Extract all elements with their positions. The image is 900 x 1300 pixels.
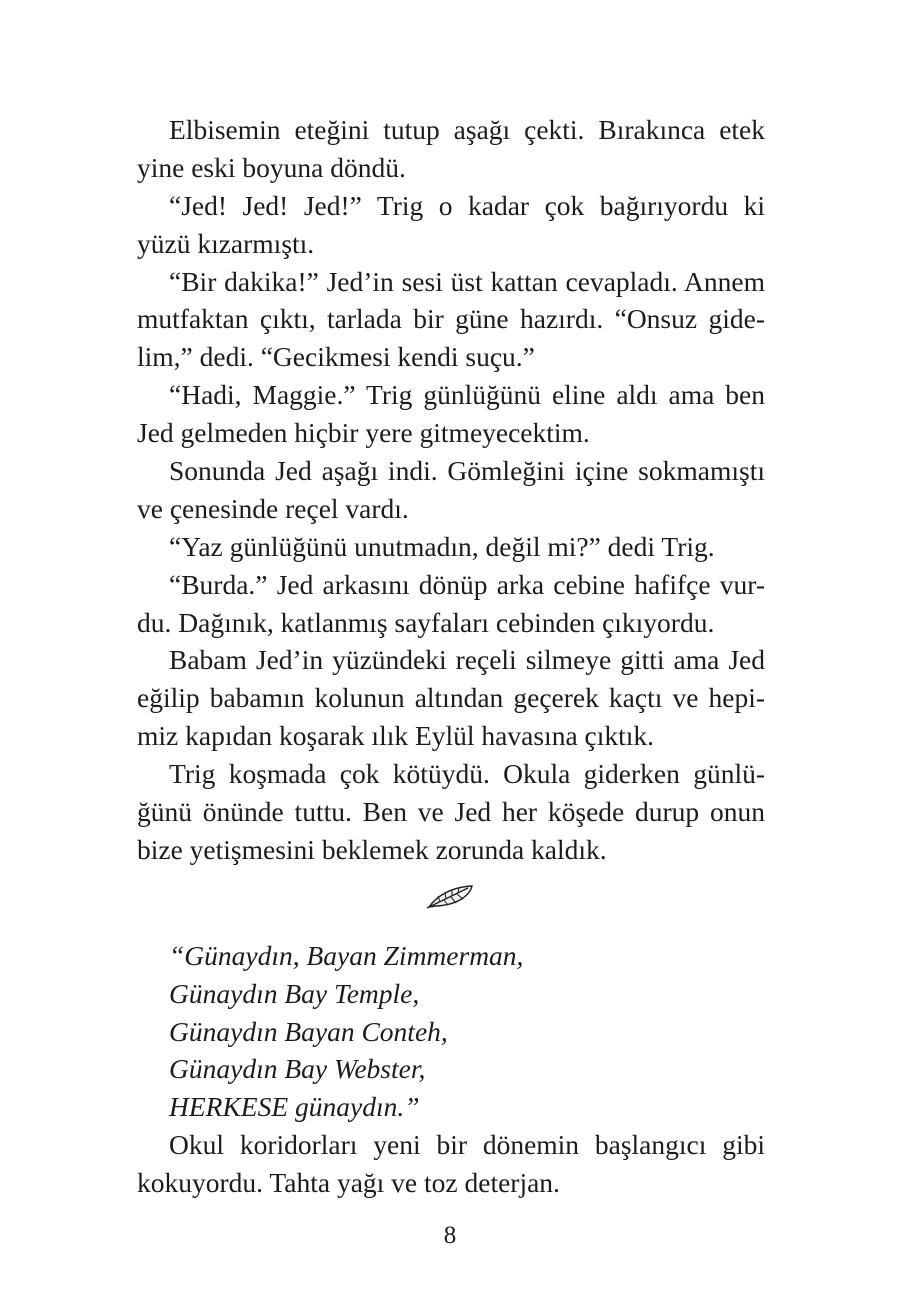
text-line: “Bir dakika!” Jed’in sesi üst kattan cevapladı. Annem bbox=[169, 265, 765, 297]
text-line: “Yaz günlüğünü unutmadın, değil mi?” dedi Trig. bbox=[169, 530, 715, 562]
text-line: miz kapıdan koşarak ılık Eylül havasına çıktık. bbox=[137, 720, 655, 752]
verse-line: “Günaydın, Bayan Zimmerman, bbox=[169, 939, 524, 971]
verse-line: Günaydın Bay Temple, bbox=[169, 977, 420, 1009]
text-line: Babam Jed’in yüzündeki reçeli silmeye gitti ama Jed bbox=[169, 644, 765, 676]
text-line: Elbisemin eteğini tutup aşağı çekti. Bırakınca etek bbox=[169, 114, 765, 145]
text-line: “Hadi, Maggie.” Trig günlüğünü eline aldı ama ben bbox=[169, 379, 765, 411]
verse-line: HERKESE günaydın.” bbox=[169, 1091, 420, 1123]
text-line: Sonunda Jed aşağı indi. Gömleğini içine sokmamıştı bbox=[169, 455, 765, 487]
text-line: bize yetişmesini beklemek zorunda kaldık. bbox=[137, 833, 607, 865]
text-line: mutfaktan çıktı, tarlada bir güne hazırdı. “Onsuz gide- bbox=[137, 303, 765, 335]
text-line: ve çenesinde reçel vardı. bbox=[137, 492, 409, 524]
text-line: Jed gelmeden hiçbir yere gitmeyecektim. bbox=[137, 417, 590, 449]
section-divider bbox=[137, 869, 765, 937]
verse-line: Günaydın Bay Webster, bbox=[169, 1053, 426, 1085]
text-line: ğünü önünde tuttu. Ben ve Jed her köşede durup onun bbox=[137, 796, 765, 828]
leaf-ornament-icon bbox=[426, 883, 476, 909]
text-line: Okul koridorları yeni bir dönemin başlangıcı gibi bbox=[169, 1129, 765, 1161]
body-text bbox=[137, 111, 765, 1202]
text-line: lim,” dedi. “Gecikmesi kendi suçu.” bbox=[137, 341, 535, 373]
text-line: “Burda.” Jed arkasını dönüp arka cebine hafifçe vur- bbox=[169, 568, 765, 600]
text-line: kokuyordu. Tahta yağı ve toz deterjan. bbox=[137, 1167, 560, 1199]
verse-line: Günaydın Bayan Conteh, bbox=[169, 1015, 448, 1047]
text-line: eğilip babamın kolunun altından geçerek kaçtı ve hepi- bbox=[137, 682, 765, 714]
text-line: Trig koşmada çok kötüydü. Okula giderken günlü- bbox=[169, 758, 765, 790]
text-line: yine eski boyuna döndü. bbox=[137, 151, 406, 183]
page-number: 8 bbox=[443, 1222, 457, 1249]
text-line: yüzü kızarmıştı. bbox=[137, 227, 315, 259]
text-line: “Jed! Jed! Jed!” Trig o kadar çok bağırıyordu ki bbox=[169, 189, 765, 221]
text-line: du. Dağınık, katlanmış sayfaları cebinden çıkıyordu. bbox=[137, 606, 715, 638]
